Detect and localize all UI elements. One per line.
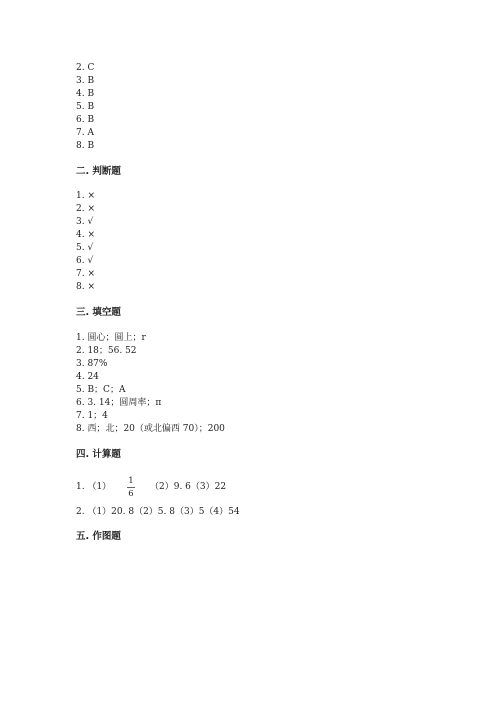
answer-line: 8. 西；北；20（或北偏西 70）；200 bbox=[76, 424, 225, 434]
answer-line: 7. 1；4 bbox=[76, 411, 108, 421]
answer-line: 4. B bbox=[76, 89, 95, 99]
answer-line: 1. × bbox=[76, 191, 95, 201]
fraction bbox=[127, 476, 135, 499]
section-heading-calculation: 四. 计算题 bbox=[76, 449, 121, 460]
calc-answer-1-prefix: 1. （1） bbox=[76, 482, 112, 492]
calc-answer-2: 2. （1）20. 8（2）5. 8（3）5（4）54 bbox=[76, 507, 240, 517]
section-heading-judgement: 二. 判断题 bbox=[76, 166, 121, 177]
answer-line: 7. × bbox=[76, 269, 95, 279]
answer-line: 1. 圆心；圆上；r bbox=[76, 333, 146, 343]
fraction-bar bbox=[127, 487, 135, 488]
answer-line: 8. B bbox=[76, 141, 95, 151]
answer-line: 3. √ bbox=[76, 217, 94, 227]
answer-line: 6. 3. 14；圆周率；π bbox=[76, 398, 162, 408]
section-heading-fill-blank: 三. 填空题 bbox=[76, 307, 121, 318]
answer-line: 2. C bbox=[76, 63, 95, 73]
calc-answer-1-suffix: （2）9. 6（3）22 bbox=[150, 482, 227, 492]
answer-line: 3. B bbox=[76, 76, 95, 86]
answer-line: 6. √ bbox=[76, 256, 94, 266]
answer-line: 8. × bbox=[76, 282, 95, 292]
fraction-denominator: 6 bbox=[128, 489, 134, 499]
answer-line: 5. B bbox=[76, 102, 95, 112]
answer-line: 5. B；C；A bbox=[76, 385, 126, 395]
section-heading-drawing: 五. 作图题 bbox=[76, 531, 121, 542]
answer-line: 4. × bbox=[76, 230, 95, 240]
answer-line: 6. B bbox=[76, 115, 95, 125]
answer-line: 2. × bbox=[76, 204, 95, 214]
fraction-numerator: 1 bbox=[128, 476, 134, 486]
answer-line: 3. 87% bbox=[76, 359, 108, 369]
answer-line: 4. 24 bbox=[76, 372, 99, 382]
answer-line: 2. 18；56. 52 bbox=[76, 346, 137, 356]
answer-line: 5. √ bbox=[76, 243, 94, 253]
answer-line: 7. A bbox=[76, 128, 94, 138]
